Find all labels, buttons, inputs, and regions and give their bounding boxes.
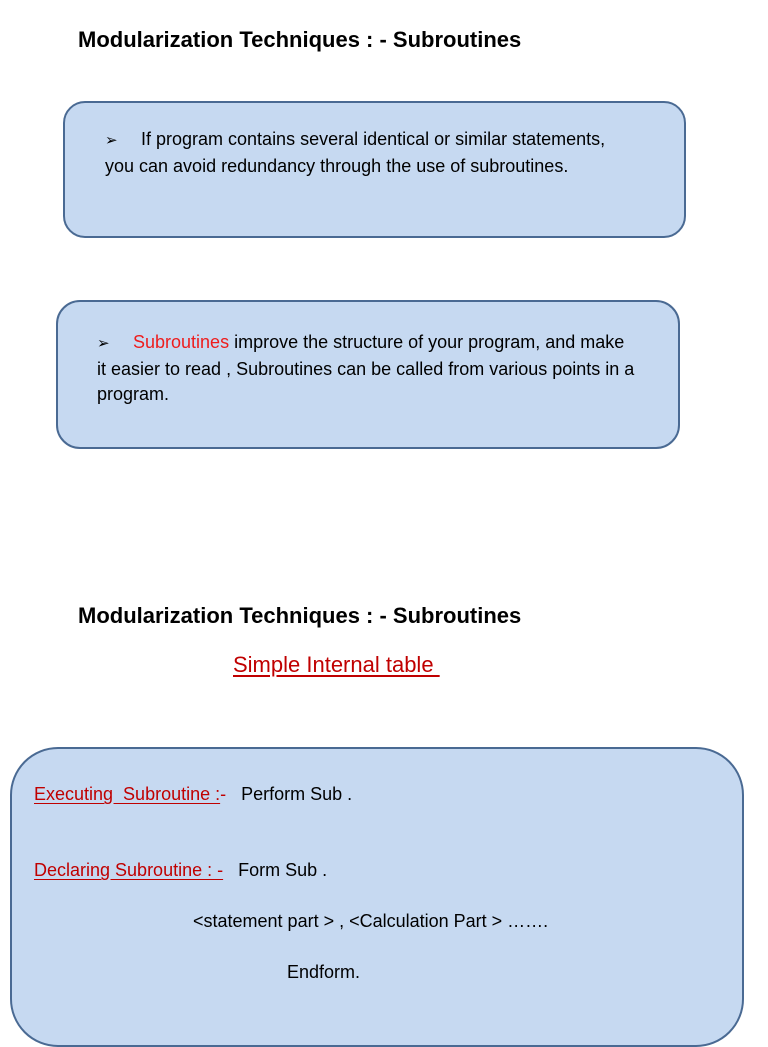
arrow-bullet-icon: ➢ — [97, 335, 110, 352]
slide1-heading: Modularization Techniques : - Subroutines — [78, 27, 522, 52]
executing-line — [34, 783, 352, 805]
declaring-line — [34, 859, 327, 881]
arrow-bullet-icon: ➢ — [105, 132, 118, 149]
subroutines-highlight: Subroutines — [133, 332, 230, 352]
declaring-label: Declaring Subroutine : - — [34, 860, 224, 880]
subroutine-info-box-1 — [63, 101, 686, 238]
bullet-paragraph-2 — [97, 330, 640, 408]
subroutine-syntax-box — [10, 747, 744, 1047]
declaring-value: Form Sub . — [223, 860, 328, 880]
slide2-heading: Modularization Techniques : - Subroutines — [78, 603, 522, 628]
executing-label: Executing Subroutine : — [34, 784, 221, 804]
bullet-text-1: If program contains several identical or similar statements, you can avoid redundancy through the use of subroutines. — [105, 129, 611, 176]
subroutine-info-box-2 — [56, 300, 680, 449]
executing-separator: - — [220, 784, 227, 804]
statement-line: <statement part > , <Calculation Part > ……. — [193, 911, 549, 931]
endform-line: Endform. — [287, 962, 361, 982]
slide2-subtitle: Simple Internal table — [233, 652, 440, 677]
bullet-paragraph-1 — [105, 127, 625, 179]
executing-value: Perform Sub . — [226, 784, 353, 804]
bullet-text-2: improve the structure of your program, and make it easier to read , Subroutines can be called from various points in a program. — [97, 332, 640, 404]
